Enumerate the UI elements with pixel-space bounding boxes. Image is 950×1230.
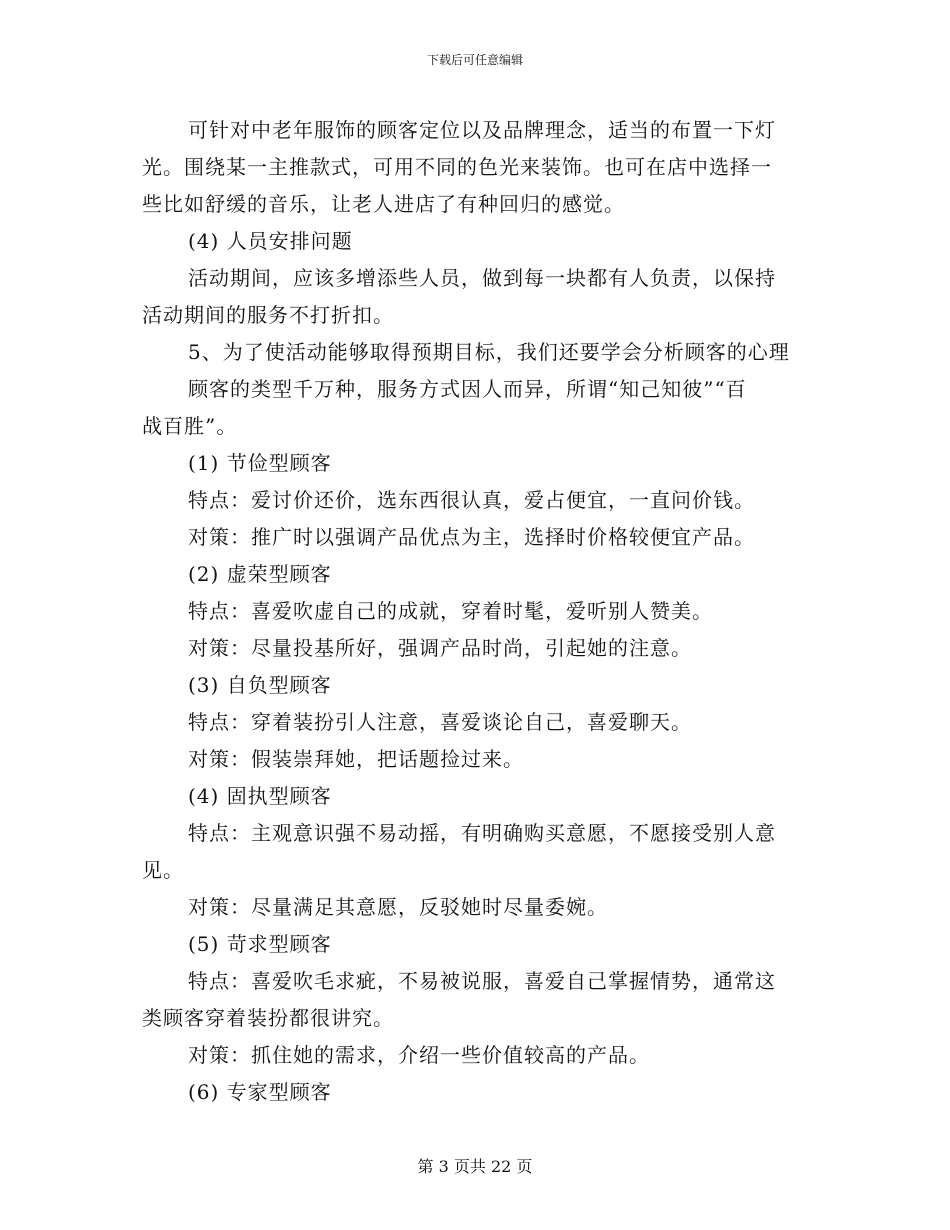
text-line: 特点：喜爱吹虚自己的成就，穿着时髦，爱听别人赞美。 — [188, 599, 713, 623]
section-heading: 5、为了使活动能够取得预期目标，我们还要学会分析顾客的心理 — [188, 340, 790, 364]
section-heading: (2) 虚荣型顾客 — [188, 562, 332, 586]
document-body — [142, 112, 812, 1111]
text-line: 活动期间，应该多增添些人员，做到每一块都有人负责，以保持 — [188, 266, 776, 290]
section-heading: (3) 自负型顾客 — [188, 673, 332, 697]
text-line: 些比如舒缓的音乐，让老人进店了有种回归的感觉。 — [142, 192, 625, 216]
text-line: 见。 — [142, 858, 184, 882]
section-heading: (1) 节俭型顾客 — [188, 451, 332, 475]
text-line: 光。围绕某一主推款式，可用不同的色光来装饰。也可在店中选择一 — [142, 155, 772, 179]
text-line: 对策：抓住她的需求，介绍一些价值较高的产品。 — [188, 1043, 650, 1067]
section-heading: (4) 人员安排问题 — [188, 229, 353, 253]
text-line: 特点：喜爱吹毛求疵，不易被说服，喜爱自己掌握情势，通常这 — [188, 969, 776, 993]
text-line: 类顾客穿着装扮都很讲究。 — [142, 1006, 394, 1030]
text-line: 顾客的类型千万种，服务方式因人而异，所谓“知己知彼”“百 — [188, 377, 747, 401]
text-line: 对策：推广时以强调产品优点为主，选择时价格较便宜产品。 — [188, 525, 755, 549]
page-header: 下载后可任意编辑 — [426, 53, 523, 67]
page-footer: 第 3 页共 22 页 — [417, 1157, 533, 1176]
text-line: 可针对中老年服饰的顾客定位以及品牌理念，适当的布置一下灯 — [188, 118, 776, 142]
section-heading: (4) 固执型顾客 — [188, 784, 332, 808]
text-line: 特点：穿着装扮引人注意，喜爱谈论自己，喜爱聊天。 — [188, 710, 692, 734]
text-line: 活动期间的服务不打折扣。 — [142, 303, 394, 327]
text-line: 特点：爱讨价还价，选东西很认真，爱占便宜，一直问价钱。 — [188, 488, 755, 512]
section-heading: (6) 专家型顾客 — [188, 1080, 332, 1104]
text-line: 对策：尽量投基所好，强调产品时尚，引起她的注意。 — [188, 636, 692, 660]
text-line: 特点：主观意识强不易动摇，有明确购买意愿，不愿接受别人意 — [188, 821, 776, 845]
section-heading: (5) 苛求型顾客 — [188, 932, 332, 956]
text-line: 对策：尽量满足其意愿，反驳她时尽量委婉。 — [188, 895, 608, 919]
text-line: 对策：假装崇拜她，把话题捡过来。 — [188, 747, 524, 771]
text-line: 战百胜”。 — [142, 414, 238, 438]
